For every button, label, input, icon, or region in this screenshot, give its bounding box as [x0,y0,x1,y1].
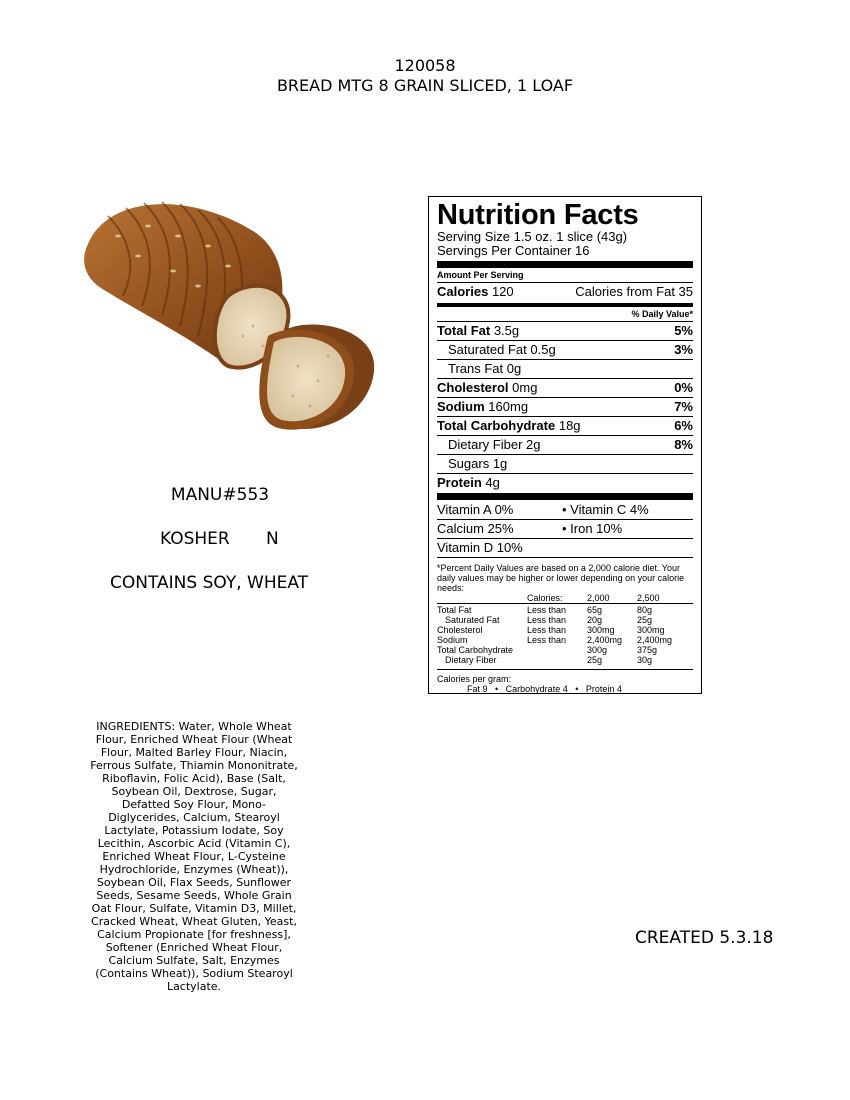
vitamin-row [437,538,693,558]
nutrient-label: Cholesterol [437,380,509,395]
vitamin-right: • Iron 10% [562,521,623,536]
table-cell: 25g [637,615,653,625]
nutrient-row-total-carbohydrate [437,416,693,435]
vitamin-right: • Vitamin C 4% [562,502,649,517]
table-cell: 80g [637,605,653,615]
nutrient-row-dietary-fiber [437,435,693,454]
nutrient-dv: 7% [674,399,693,414]
amount-per-serving: Amount Per Serving [437,270,524,280]
table-cell: 65g [587,605,603,615]
nutrient-dv: 6% [674,418,693,433]
table-cell: 2,000 [587,593,610,603]
kosher-value: N [266,529,279,549]
nutrient-label: Protein [437,475,482,490]
table-cell: 300g [587,645,608,655]
nutrient-dv: 5% [674,323,693,338]
daily-value-table [437,593,693,665]
vitamin-row [437,519,693,538]
nutrient-amount: 3.5g [493,323,520,338]
table-cell: Calories: [527,593,563,603]
table-cell: Total Fat [437,605,472,615]
nutrient-row-cholesterol [437,378,693,397]
nutrient-label: Dietary Fiber [448,437,523,452]
nutrient-amount: 0.5g [530,342,556,357]
item-name: BREAD MTG 8 GRAIN SLICED, 1 LOAF [276,76,574,95]
nutrient-amount: 4g [485,475,500,490]
nutrition-facts-panel [428,196,702,694]
table-cell: Cholesterol [437,625,483,635]
nutrient-label: Sodium [437,399,485,414]
calories-from-fat: Calories from Fat 35 [575,284,693,299]
nutrient-row-saturated-fat [437,340,693,359]
medium-divider [437,303,693,307]
vitamin-left: Calcium 25% [437,521,514,536]
manufacturer-number: MANU#553 [170,485,270,505]
table-cell: Dietary Fiber [445,655,497,665]
nutrition-title: Nutrition Facts [437,199,639,231]
table-cell: Sodium [437,635,468,645]
footnote-table-header [437,593,693,604]
table-cell [527,655,581,665]
nutrient-row-sodium [437,397,693,416]
table-cell: Less than [527,605,567,615]
nutrient-label: Saturated Fat [448,342,527,357]
vitamin-left: Vitamin A 0% [437,502,514,517]
nutrient-amount: 160mg [488,399,529,414]
daily-value-footnote: *Percent Daily Values are based on a 2,000 calorie diet. Your daily values may be higher or lower depending on your calorie needs: [437,563,685,593]
nutrient-dv: 3% [674,342,693,357]
table-cell: 2,400mg [637,635,673,645]
table-cell: 2,400mg [587,635,623,645]
allergen-statement: CONTAINS SOY, WHEAT [110,573,309,593]
created-date: CREATED 5.3.18 [635,928,774,948]
vitamin-left: Vitamin D 10% [437,540,523,555]
nutrient-label: Sugars [448,456,490,471]
nutrient-row-trans-fat [437,359,693,378]
kosher-label: KOSHER [160,529,230,549]
nutrient-amount: 0mg [512,380,538,395]
bread-loaf-icon [78,196,386,438]
ingredients-list: INGREDIENTS: Water, Whole Wheat Flour, Enriched Wheat Flour (Wheat Flour, Malted Barley Flour, Niacin, Ferrous Sulfate, Thiamin Mononitrate, Riboflavin, Folic Acid), Base (Salt, Soybean Oil, Dextrose, Sugar, Defatted Soy Flour, Mono-Diglycerides, Calcium, Stearoyl Lactylate, Potassium Iodate, Soy Lecithin, Ascorbic Acid (Vitamin C), Enriched Wheat Flour, L-Cysteine Hydrochloride, Enzymes (Wheat)), Soybean Oil, Flax Seeds, Sunflower Seeds, Sesame Seeds, Whole Grain Oat Flour, Sulfate, Vitamin D3, Millet, Cracked Wheat, Wheat Gluten, Yeast, Calcium Propionate [for freshness], Softener (Enriched Wheat Flour, Calcium Sulfate, Salt, Enzymes (Contains Wheat)), Sodium Stearoyl Lactylate. [90,720,298,993]
table-cell: 300mg [637,625,665,635]
calories-label: Calories [437,284,489,299]
nutrient-dv: 0% [674,380,693,395]
table-row [437,635,693,645]
table-cell: 2,500 [637,593,660,603]
product-header [0,56,850,96]
table-row [437,615,693,625]
nutrient-amount: 2g [526,437,541,452]
table-cell: 300mg [587,625,615,635]
calories-value: 120 [491,284,514,299]
servings-per-container: Servings Per Container 16 [437,243,590,258]
table-row [437,645,693,655]
vitamin-row [437,501,693,519]
nutrient-row-protein [437,473,693,492]
nutrient-label: Total Fat [437,323,491,338]
table-row [437,605,693,615]
calories-per-gram-values: Fat 9 • Carbohydrate 4 • Protein 4 [467,684,622,694]
table-cell: 25g [587,655,603,665]
table-cell: Less than [527,615,567,625]
thick-divider [437,493,693,500]
table-row [437,655,693,665]
daily-value-header: % Daily Value* [631,309,693,319]
nutrient-label: Trans Fat [448,361,504,376]
nutrient-row-total-fat [437,321,693,340]
table-cell: Less than [527,635,567,645]
nutrient-label: Total Carbohydrate [437,418,556,433]
table-cell: Saturated Fat [445,615,500,625]
calories-per-gram-label: Calories per gram: [437,674,512,684]
table-cell: Total Carbohydrate [437,645,514,655]
table-cell [527,645,581,655]
nutrient-amount: 18g [558,418,581,433]
nutrient-amount: 1g [492,456,508,471]
serving-size: Serving Size 1.5 oz. 1 slice (43g) [437,229,628,244]
nutrient-dv: 8% [674,437,693,452]
table-cell: 30g [637,655,653,665]
table-cell: Less than [527,625,567,635]
nutrient-row-sugars [437,454,693,473]
nutrient-amount: 0g [506,361,522,376]
calories-row [437,282,693,301]
thick-divider [437,261,693,268]
table-row [437,625,693,635]
table-cell: 375g [637,645,658,655]
table-cell: 20g [587,615,603,625]
item-code: 120058 [394,56,456,75]
